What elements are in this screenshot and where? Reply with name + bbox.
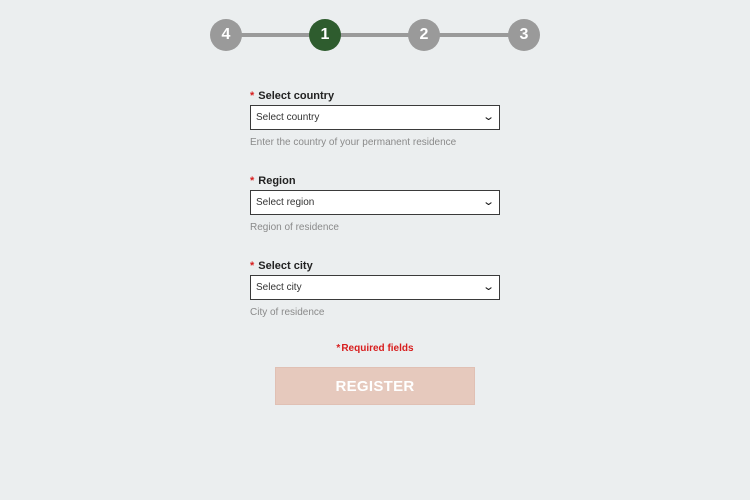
required-fields-note	[0, 343, 750, 354]
country-field	[250, 89, 500, 149]
region-select-value: Select region	[256, 197, 315, 208]
region-label-text: Region	[258, 175, 296, 187]
step-4[interactable]: 4	[210, 19, 242, 51]
location-form	[250, 89, 500, 344]
required-marker: *	[250, 260, 255, 272]
chevron-down-icon[interactable]: ⌄	[481, 196, 495, 208]
region-help-text: Region of residence	[250, 222, 339, 233]
required-marker: *	[250, 90, 255, 102]
region-select[interactable]	[250, 190, 500, 215]
required-note-text: Required fields	[341, 343, 414, 354]
register-button[interactable]: REGISTER	[275, 367, 475, 405]
step-2[interactable]: 2	[408, 19, 440, 51]
country-label-text: Select country	[258, 90, 335, 102]
country-select[interactable]	[250, 105, 500, 130]
chevron-down-icon[interactable]: ⌄	[481, 111, 495, 123]
city-field	[250, 259, 500, 319]
chevron-down-icon[interactable]: ⌄	[481, 281, 495, 293]
country-help-text: Enter the country of your permanent residence	[250, 137, 457, 148]
required-note-star: *	[336, 343, 341, 354]
city-select[interactable]	[250, 275, 500, 300]
step-3[interactable]: 3	[508, 19, 540, 51]
progress-stepper	[210, 19, 540, 51]
city-select-value: Select city	[256, 282, 302, 293]
country-select-value: Select country	[256, 112, 320, 123]
region-field	[250, 174, 500, 234]
city-help-text: City of residence	[250, 307, 325, 318]
country-label	[250, 89, 500, 103]
city-label	[250, 259, 500, 273]
step-1[interactable]: 1	[309, 19, 341, 51]
city-label-text: Select city	[258, 260, 313, 272]
required-marker: *	[250, 175, 255, 187]
region-label	[250, 174, 500, 188]
stepper-connector-line	[226, 33, 524, 37]
